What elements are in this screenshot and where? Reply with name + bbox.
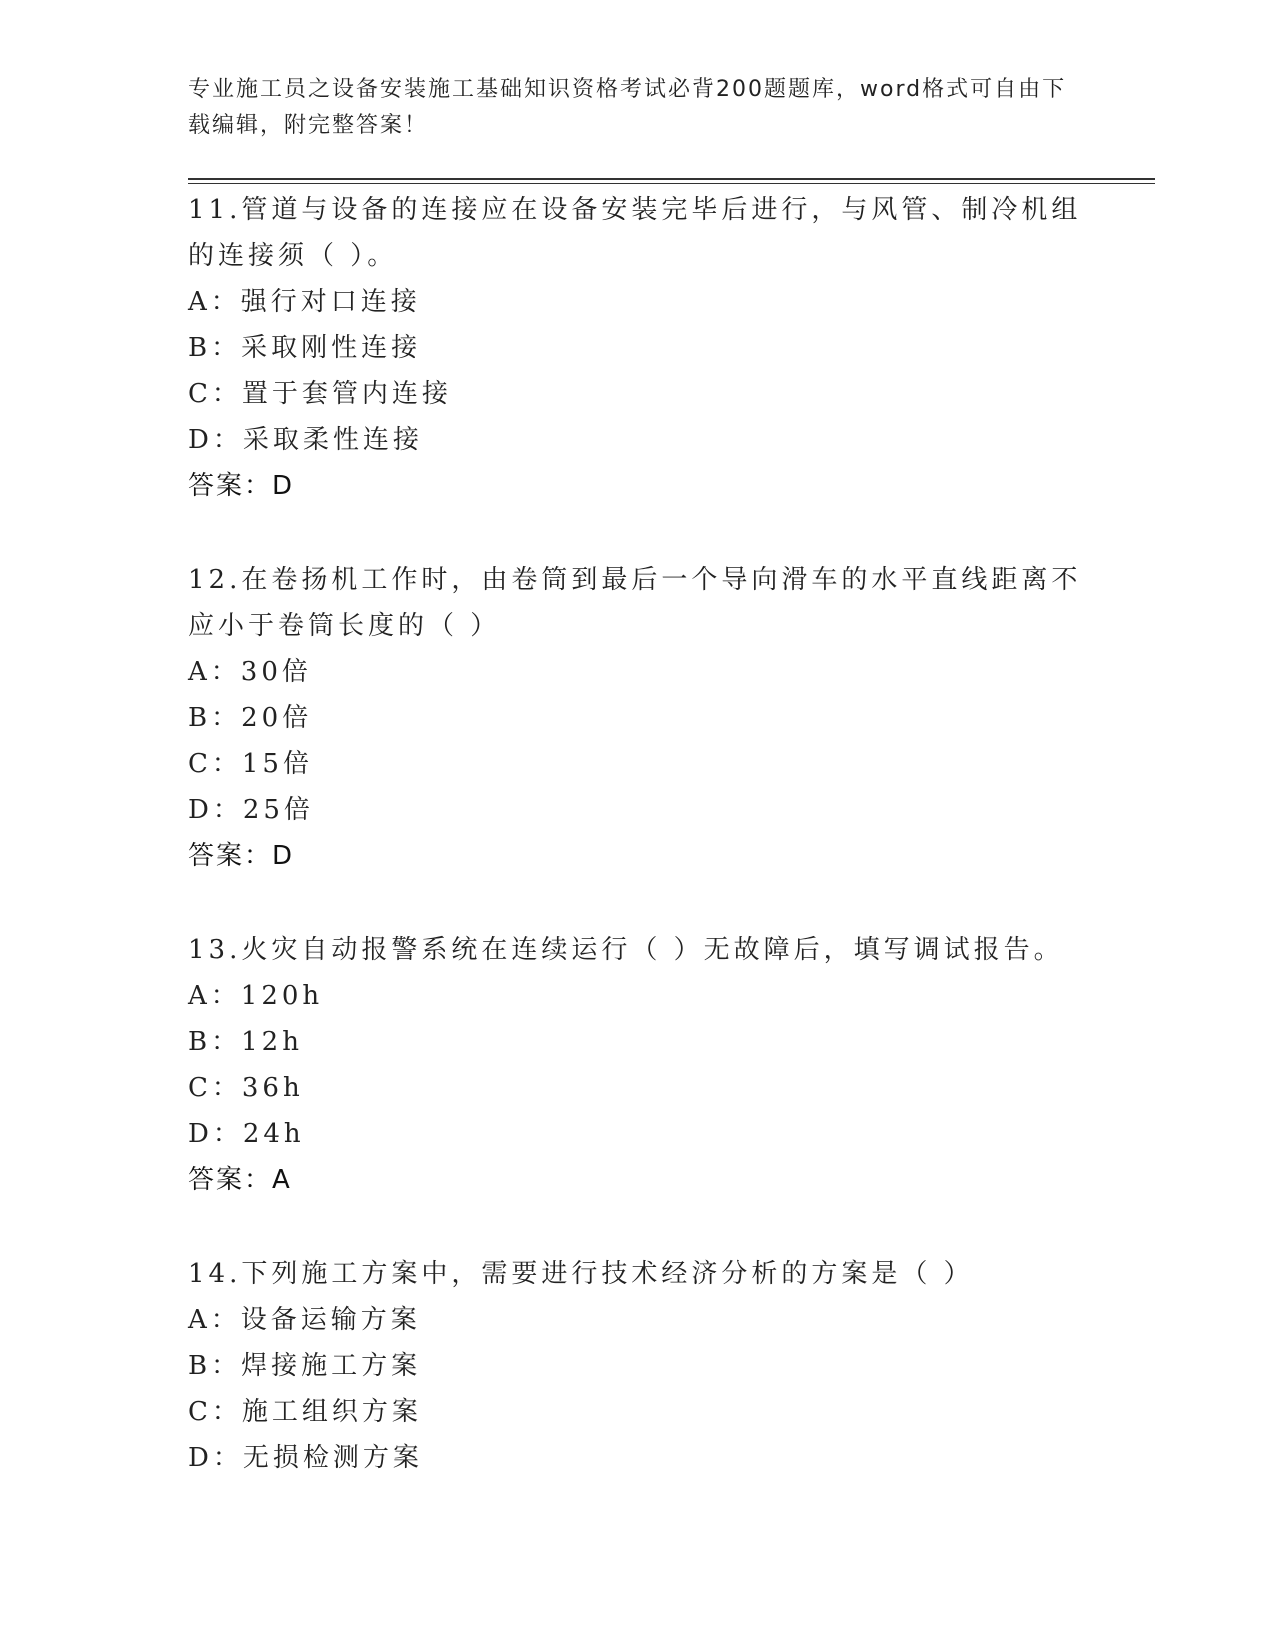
question-12 [188, 557, 1088, 879]
question-stem: 14.下列施工方案中，需要进行技术经济分析的方案是（ ） [188, 1259, 974, 1289]
question-stem: 12.在卷扬机工作时，由卷筒到最后一个导向滑车的水平直线距离不应小于卷筒长度的（ ） [188, 565, 1082, 641]
answer-line: 答案：D [188, 471, 295, 501]
answer-line: 答案：A [188, 1165, 292, 1195]
option-d: D：采取柔性连接 [188, 425, 423, 455]
question-stem: 11.管道与设备的连接应在设备安装完毕后进行，与风管、制冷机组的连接须（ ）。 [188, 195, 1082, 271]
question-11 [188, 187, 1088, 509]
option-d: D：25倍 [188, 795, 314, 825]
header-divider-thick [188, 178, 1155, 180]
option-a: A：设备运输方案 [188, 1305, 421, 1335]
option-a: A：30倍 [188, 657, 312, 687]
option-b: B：焊接施工方案 [188, 1351, 422, 1381]
option-c: C：施工组织方案 [188, 1397, 422, 1427]
header-divider-thin [188, 183, 1155, 184]
question-stem: 13.火灾自动报警系统在连续运行（ ）无故障后，填写调试报告。 [188, 935, 1064, 965]
option-b: B：12h [188, 1027, 303, 1057]
option-d: D：24h [188, 1119, 305, 1149]
option-b: B：20倍 [188, 703, 313, 733]
answer-line: 答案：D [188, 841, 295, 871]
option-c: C：15倍 [188, 749, 313, 779]
option-b: B：采取刚性连接 [188, 333, 422, 363]
question-14 [188, 1251, 1088, 1481]
option-c: C：置于套管内连接 [188, 379, 452, 409]
option-d: D：无损检测方案 [188, 1443, 423, 1473]
question-13 [188, 927, 1088, 1203]
option-a: A：强行对口连接 [188, 287, 421, 317]
question-list [188, 187, 1088, 1529]
option-a: A：120h [188, 981, 324, 1011]
document-header: 专业施工员之设备安装施工基础知识资格考试必背200题题库，word格式可自由下载编辑，附完整答案！ [188, 77, 1067, 138]
option-c: C：36h [188, 1073, 304, 1103]
